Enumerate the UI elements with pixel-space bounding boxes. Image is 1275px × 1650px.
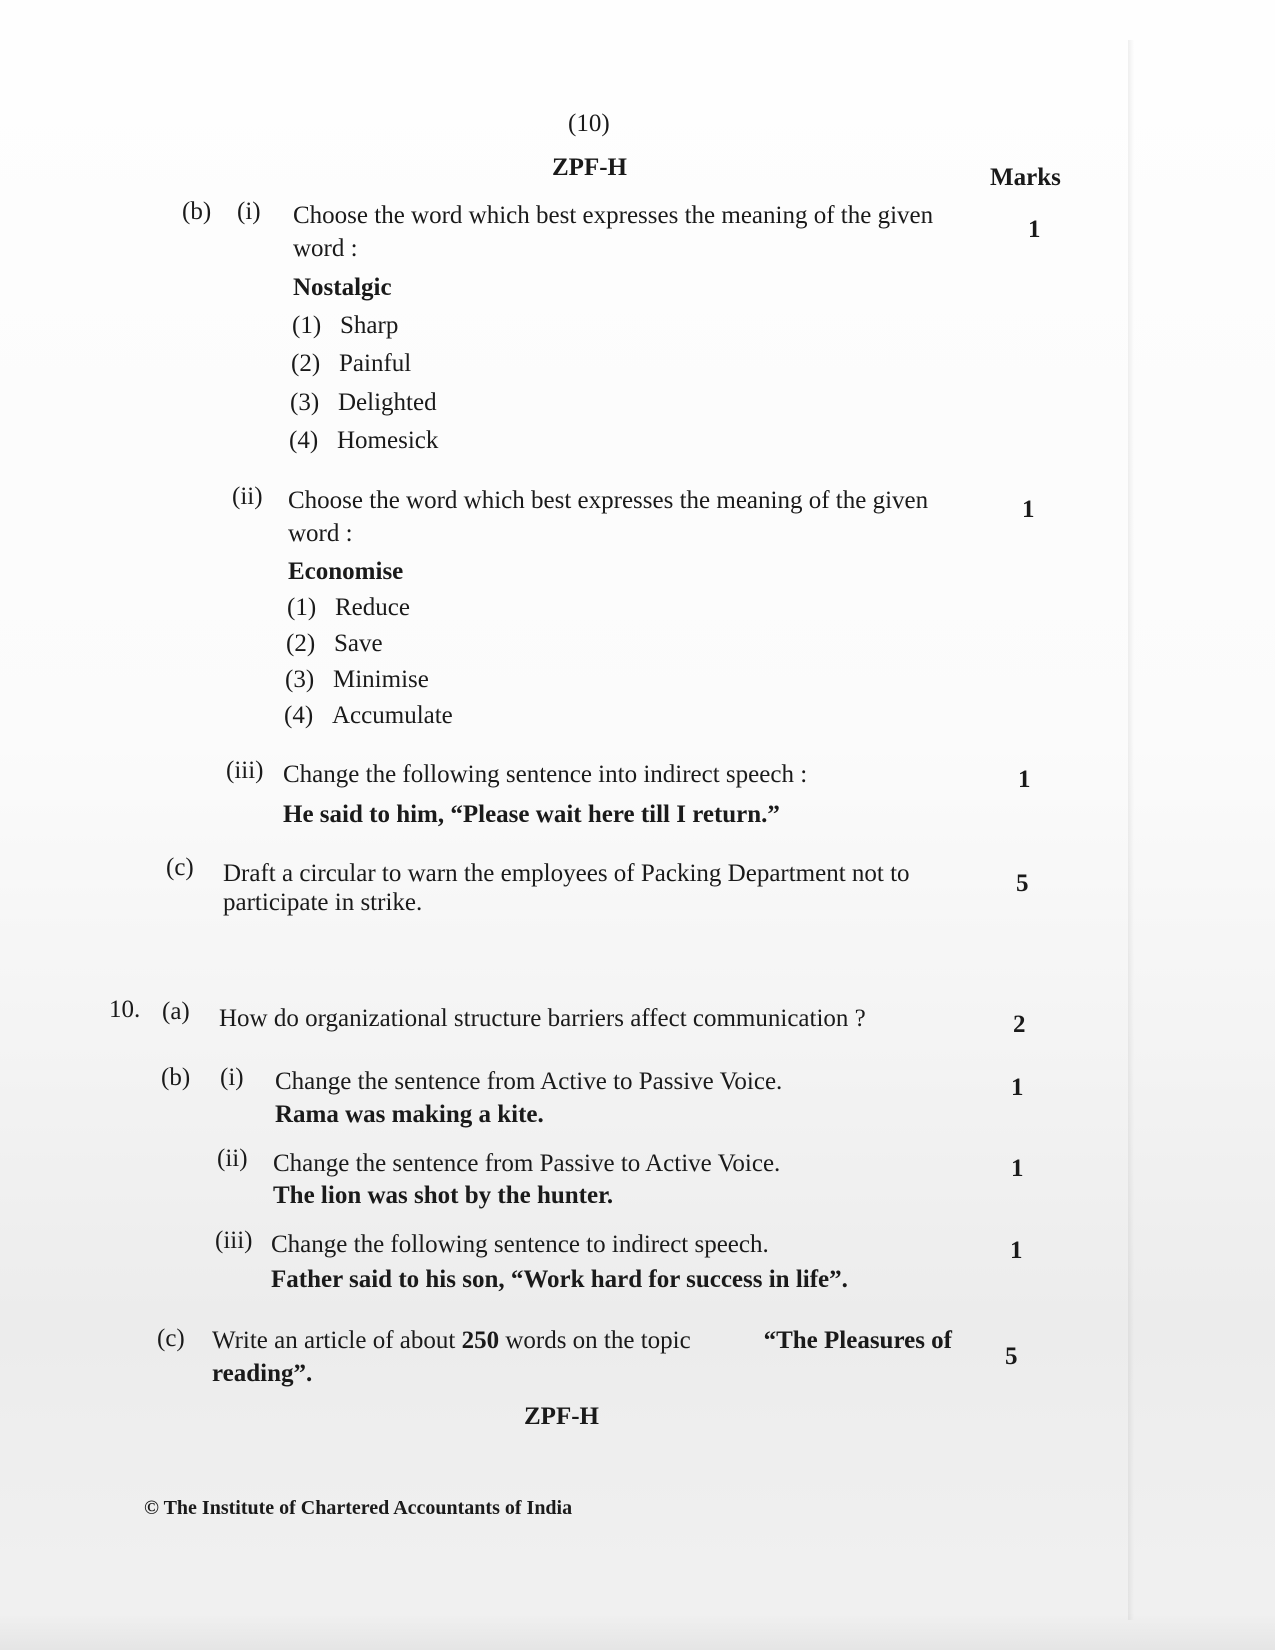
marks-column-label: Marks — [990, 164, 1061, 191]
q9-b-i-option — [290, 387, 437, 419]
q9-b-ii-question-line1: Choose the word which best expresses the meaning of the given — [288, 487, 929, 514]
q9-b-i-marks: 1 — [1028, 216, 1041, 243]
q10-b-ii-question: Change the sentence from Passive to Active Voice. — [273, 1150, 781, 1177]
option-number: (3) — [285, 666, 315, 693]
q9-b-ii-question-line2: word : — [288, 520, 353, 547]
q10-b-iii-sentence: Father said to his son, “Work hard for success in life”. — [271, 1266, 848, 1293]
q9-b-i-question-line1: Choose the word which best expresses the meaning of the given — [293, 202, 934, 229]
q9-b-i-question-line2: word : — [293, 235, 358, 262]
page-bottom-shadow — [0, 1612, 1275, 1650]
q10-b-i-marks: 1 — [1011, 1074, 1024, 1101]
q9-b-iii-marks: 1 — [1018, 766, 1031, 793]
q10-c-line2: reading”. — [212, 1360, 313, 1387]
q9-b-i-word: Nostalgic — [293, 274, 392, 301]
q10-c-word-count: 250 — [461, 1327, 500, 1354]
q10-c-marks: 5 — [1005, 1343, 1018, 1370]
q9-b-iii-sentence: He said to him, “Please wait here till I return.” — [283, 801, 780, 828]
paper-code-header: ZPF-H — [552, 154, 627, 181]
q9-b-i-option — [292, 310, 398, 342]
page-number: (10) — [568, 110, 610, 137]
q10-b-ii-label: (ii) — [217, 1145, 248, 1172]
option-text: Minimise — [333, 666, 429, 693]
q9-b-label: (b) — [182, 198, 212, 225]
option-number: (2) — [291, 350, 321, 377]
q9-b-ii-option — [285, 664, 429, 696]
q10-b-iii-marks: 1 — [1010, 1237, 1023, 1264]
option-number: (4) — [289, 427, 319, 454]
q9-b-iii-question: Change the following sentence into indirect speech : — [283, 761, 808, 788]
q9-b-ii-option — [286, 628, 383, 660]
q9-b-ii-marks: 1 — [1022, 496, 1035, 523]
page-edge-shadow — [1128, 40, 1134, 1620]
option-number: (2) — [286, 630, 316, 657]
q10-c-label: (c) — [157, 1325, 185, 1352]
q10-b-iii-label: (iii) — [215, 1227, 253, 1254]
q10-c-line1 — [212, 1325, 952, 1357]
q9-c-line2: participate in strike. — [223, 889, 423, 916]
q9-b-ii-word: Economise — [288, 558, 404, 585]
option-text: Save — [334, 630, 383, 657]
q9-c-line1: Draft a circular to warn the employees of Packing Department not to — [223, 860, 910, 887]
option-number: (4) — [284, 702, 314, 729]
q9-b-i-option — [291, 348, 411, 380]
q9-b-ii-label: (ii) — [232, 483, 263, 510]
option-number: (1) — [287, 594, 317, 621]
option-text: Sharp — [340, 312, 399, 339]
q10-number: 10. — [109, 996, 141, 1023]
q10-b-label: (b) — [161, 1064, 191, 1091]
q9-b-ii-option — [284, 700, 453, 732]
q10-b-ii-marks: 1 — [1011, 1155, 1024, 1182]
option-text: Reduce — [335, 594, 410, 621]
option-text: Homesick — [337, 427, 439, 454]
option-text: Delighted — [338, 389, 437, 416]
q10-b-i-question: Change the sentence from Active to Passive Voice. — [275, 1068, 783, 1095]
q9-b-iii-label: (iii) — [226, 757, 264, 784]
option-text: Painful — [339, 350, 412, 377]
q10-c-text-segment — [212, 1325, 691, 1357]
q9-c-marks: 5 — [1016, 870, 1029, 897]
q9-c-label: (c) — [166, 854, 194, 881]
q10-a-marks: 2 — [1013, 1011, 1026, 1038]
q9-b-ii-option — [287, 592, 410, 624]
q10-b-i-label: (i) — [220, 1064, 244, 1091]
q10-a-question: How do organizational structure barriers affect communication ? — [219, 1005, 866, 1032]
option-text: Accumulate — [332, 702, 453, 729]
copyright-notice: © The Institute of Chartered Accountants of India — [144, 1497, 573, 1519]
q10-c-text-middle: words on the topic — [499, 1327, 691, 1354]
q10-c-text-before: Write an article of about — [212, 1327, 462, 1354]
q10-a-label: (a) — [162, 998, 190, 1025]
q10-c-topic: “The Pleasures of — [763, 1327, 952, 1354]
q10-b-iii-question: Change the following sentence to indirect speech. — [271, 1231, 769, 1258]
option-number: (3) — [290, 389, 320, 416]
q9-b-i-option — [289, 425, 438, 457]
q9-b-i-label: (i) — [237, 198, 261, 225]
paper-code-footer: ZPF-H — [524, 1403, 599, 1430]
q10-b-ii-sentence: The lion was shot by the hunter. — [273, 1182, 614, 1209]
option-number: (1) — [292, 312, 322, 339]
q10-b-i-sentence: Rama was making a kite. — [275, 1101, 544, 1128]
